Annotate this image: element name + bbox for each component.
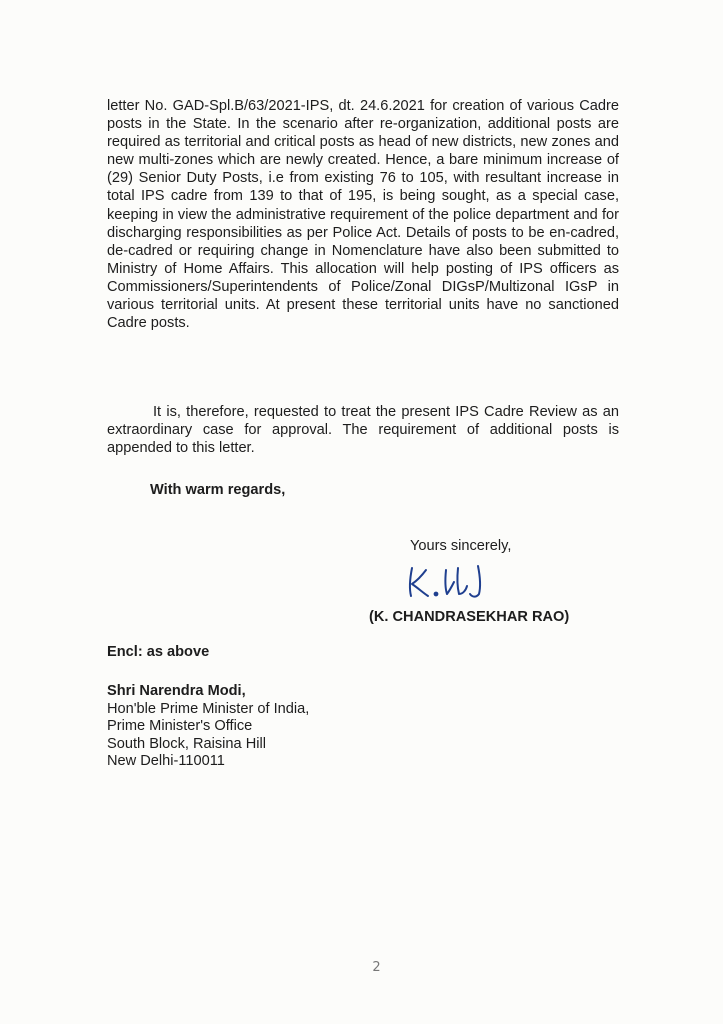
addressee-office: Prime Minister's Office [107,718,253,735]
addressee-city: New Delhi-110011 [107,753,225,770]
valediction: Yours sincerely, [410,538,512,554]
addressee-street: South Block, Raisina Hill [107,735,266,752]
addressee-name: Shri Narendra Modi, [107,683,246,699]
body-paragraph-2: It is, therefore, requested to treat the present IPS Cadre Review as an extraordinary case for approval. The requirement of additional posts is appended to this letter. [107,404,619,457]
body-paragraph-1: letter No. GAD-Spl.B/63/2021-IPS, dt. 24.6.2021 for creation of various Cadre posts in the State. In the scenario after re-organization, additional posts are required as territorial and critical posts as head of new districts, new zones and new multi-zones which are newly created. Hence, a bare minimum increase of (29) Senior Duty Posts, i.e from existing 76 to 105, with resultant increase in total IPS cadre from 139 to that of 195, is being sought, as a special case, keeping in view the administrative requirement of the police department and for discharging responsibilities as per Police Act. Details of posts to be en-cadred, de-cadred or requiring change in Nomenclature have also been submitted to Ministry of Home Affairs. This allocation will help posting of IPS officers as Commissioners/Superintendents of Police/Zonal DIGsP/Multizonal IGsP in various territorial units. At present these territorial units have no sanctioned Cadre posts. [107,98,619,332]
closing-regards: With warm regards, [150,482,286,498]
handwritten-signature [400,560,510,604]
addressee-block [107,683,309,771]
addressee-title: Hon'ble Prime Minister of India, [107,700,310,717]
enclosure-note: Encl: as above [107,644,210,660]
page-number: 2 [372,960,381,975]
signatory-name: (K. CHANDRASEKHAR RAO) [369,609,570,625]
